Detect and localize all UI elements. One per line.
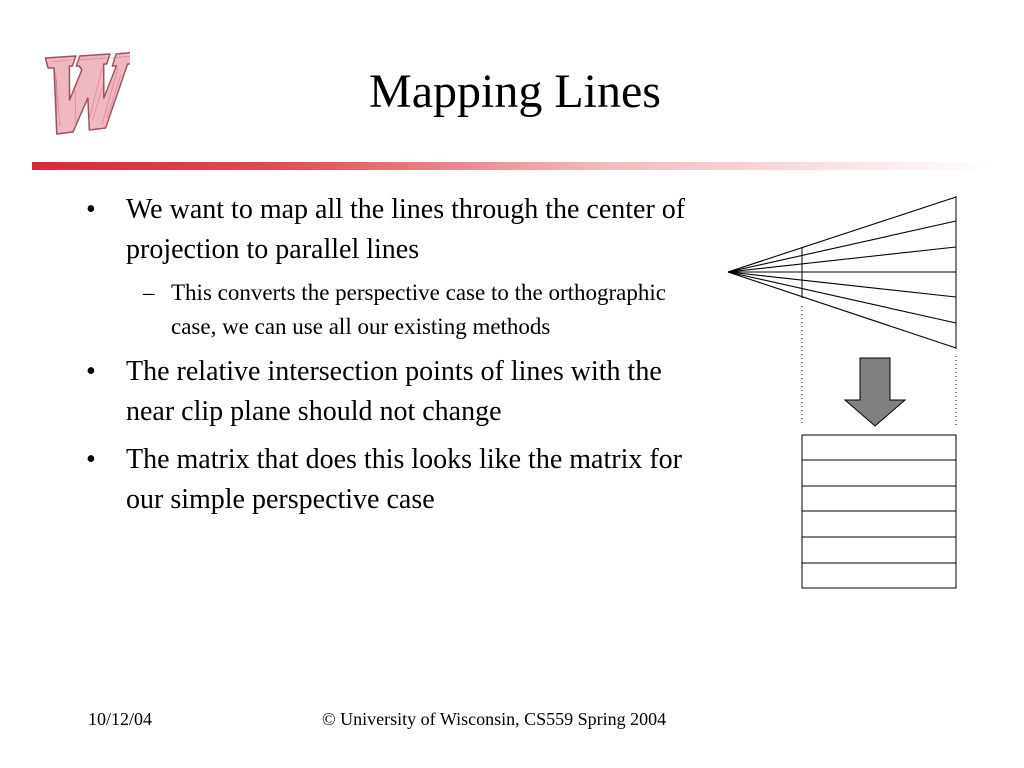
footer-copyright: © University of Wisconsin, CS559 Spring 2004 [322, 709, 667, 729]
sub-bullet-item [126, 276, 715, 344]
bullet-list [85, 190, 715, 528]
bullet-marker: • [86, 194, 96, 225]
perspective-rays [728, 197, 956, 348]
slide-title: Mapping Lines [369, 65, 661, 118]
bullet-marker: • [86, 444, 96, 475]
sub-bullet-text: This converts the perspective case to the orthographic case, we can use all our existing methods [171, 280, 666, 339]
bullet-text: The relative intersection points of lines with the near clip plane should not change [126, 356, 662, 427]
down-arrow-icon [845, 358, 905, 426]
sub-bullet-marker: – [143, 280, 155, 305]
bullet-item [85, 440, 715, 520]
bullet-text: The matrix that does this looks like the matrix for our simple perspective case [126, 444, 682, 515]
bullet-item [85, 352, 715, 432]
bullet-marker: • [86, 356, 96, 387]
footer-date: 10/12/04 [88, 709, 153, 729]
bullet-item [85, 190, 715, 344]
perspective-to-parallel-diagram [720, 190, 970, 600]
parallel-lines-box [802, 435, 956, 588]
title-divider [32, 162, 1000, 170]
bullet-text: We want to map all the lines through the center of projection to parallel lines [126, 194, 686, 265]
sub-bullet-list [126, 276, 715, 344]
